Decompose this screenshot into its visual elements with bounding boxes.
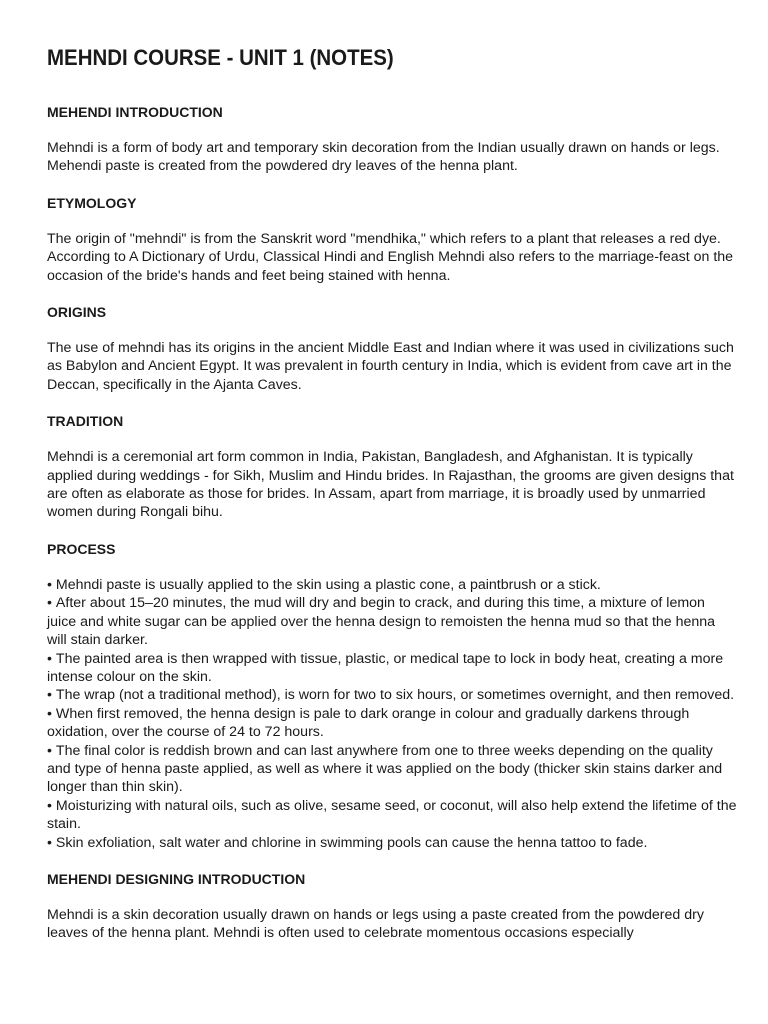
section-etymology <box>47 194 737 285</box>
bullet-item: • After about 15–20 minutes, the mud will dry and begin to crack, and during this time, a mixture of lemon juice and white sugar can be applied over the henna design to remoisten the henna mud so that the henna will stain darker. <box>47 594 737 649</box>
bullet-item: • Moisturizing with natural oils, such as olive, sesame seed, or coconut, will also help extend the lifetime of the stain. <box>47 797 737 834</box>
bullet-item: • The painted area is then wrapped with tissue, plastic, or medical tape to lock in body heat, creating a more intense colour on the skin. <box>47 650 737 687</box>
bullet-item: • The final color is reddish brown and can last anywhere from one to three weeks depending on the quality and type of henna paste applied, as well as where it was applied on the body (thicker skin stains darker and longer than thin skin). <box>47 742 737 797</box>
bullet-item: • Mehndi paste is usually applied to the skin using a plastic cone, a paintbrush or a stick. <box>47 576 737 594</box>
document-page <box>47 44 737 961</box>
section-paragraph: Mehndi is a form of body art and temporary skin decoration from the Indian usually drawn on hands or legs. Mehendi paste is created from the powdered dry leaves of the henna plant. <box>47 140 720 175</box>
section-heading: ETYMOLOGY <box>47 194 137 211</box>
section-heading: MEHENDI DESIGNING INTRODUCTION <box>47 870 306 887</box>
section-heading: MEHENDI INTRODUCTION <box>47 104 223 120</box>
section-origins <box>47 303 737 394</box>
section-mehendi-introduction <box>47 103 737 176</box>
bullet-item: • When first removed, the henna design is pale to dark orange in colour and gradually darkens through oxidation, over the course of 24 to 72 hours. <box>47 705 737 742</box>
section-heading: PROCESS <box>47 540 116 557</box>
bullet-item: • The wrap (not a traditional method), is worn for two to six hours, or sometimes overnight, and then removed. <box>47 686 737 704</box>
section-paragraph: The use of mehndi has its origins in the ancient Middle East and Indian where it was used in civilizations such as Babylon and Ancient Egypt. It was prevalent in fourth century in India, which is evident from cave art in the Deccan, specifically in the Ajanta Caves. <box>47 340 734 393</box>
section-tradition <box>47 412 737 522</box>
section-heading: ORIGINS <box>47 304 107 321</box>
section-paragraph: Mehndi is a ceremonial art form common in India, Pakistan, Bangladesh, and Afghanistan. It is typically applied during weddings - for Sikh, Muslim and Hindu brides. In Rajasthan, the grooms are given designs that are often as elaborate as those for brides. In Assam, apart from marriage, it is broadly used by unmarried women during Rongali bihu. <box>47 449 734 521</box>
bullet-item: • Skin exfoliation, salt water and chlorine in swimming pools can cause the henna tattoo to fade. <box>47 834 737 852</box>
process-bullet-list <box>47 576 737 852</box>
section-paragraph: The origin of "mehndi" is from the Sanskrit word "mendhika," which refers to a plant that releases a red dye. According to A Dictionary of Urdu, Classical Hindi and English Mehndi also refers to the marriage-feast on the occasion of the bride's hands and feet being stained with henna. <box>47 230 734 284</box>
section-mehendi-designing-introduction <box>47 870 737 943</box>
section-process <box>47 540 737 852</box>
section-paragraph: Mehndi is a skin decoration usually drawn on hands or legs using a paste created from the powdered dry leaves of the henna plant. Mehndi is often used to celebrate momentous occasions especially <box>47 906 704 942</box>
section-heading: TRADITION <box>47 413 124 430</box>
document-title: MEHNDI COURSE - UNIT 1 (NOTES) <box>47 45 394 70</box>
